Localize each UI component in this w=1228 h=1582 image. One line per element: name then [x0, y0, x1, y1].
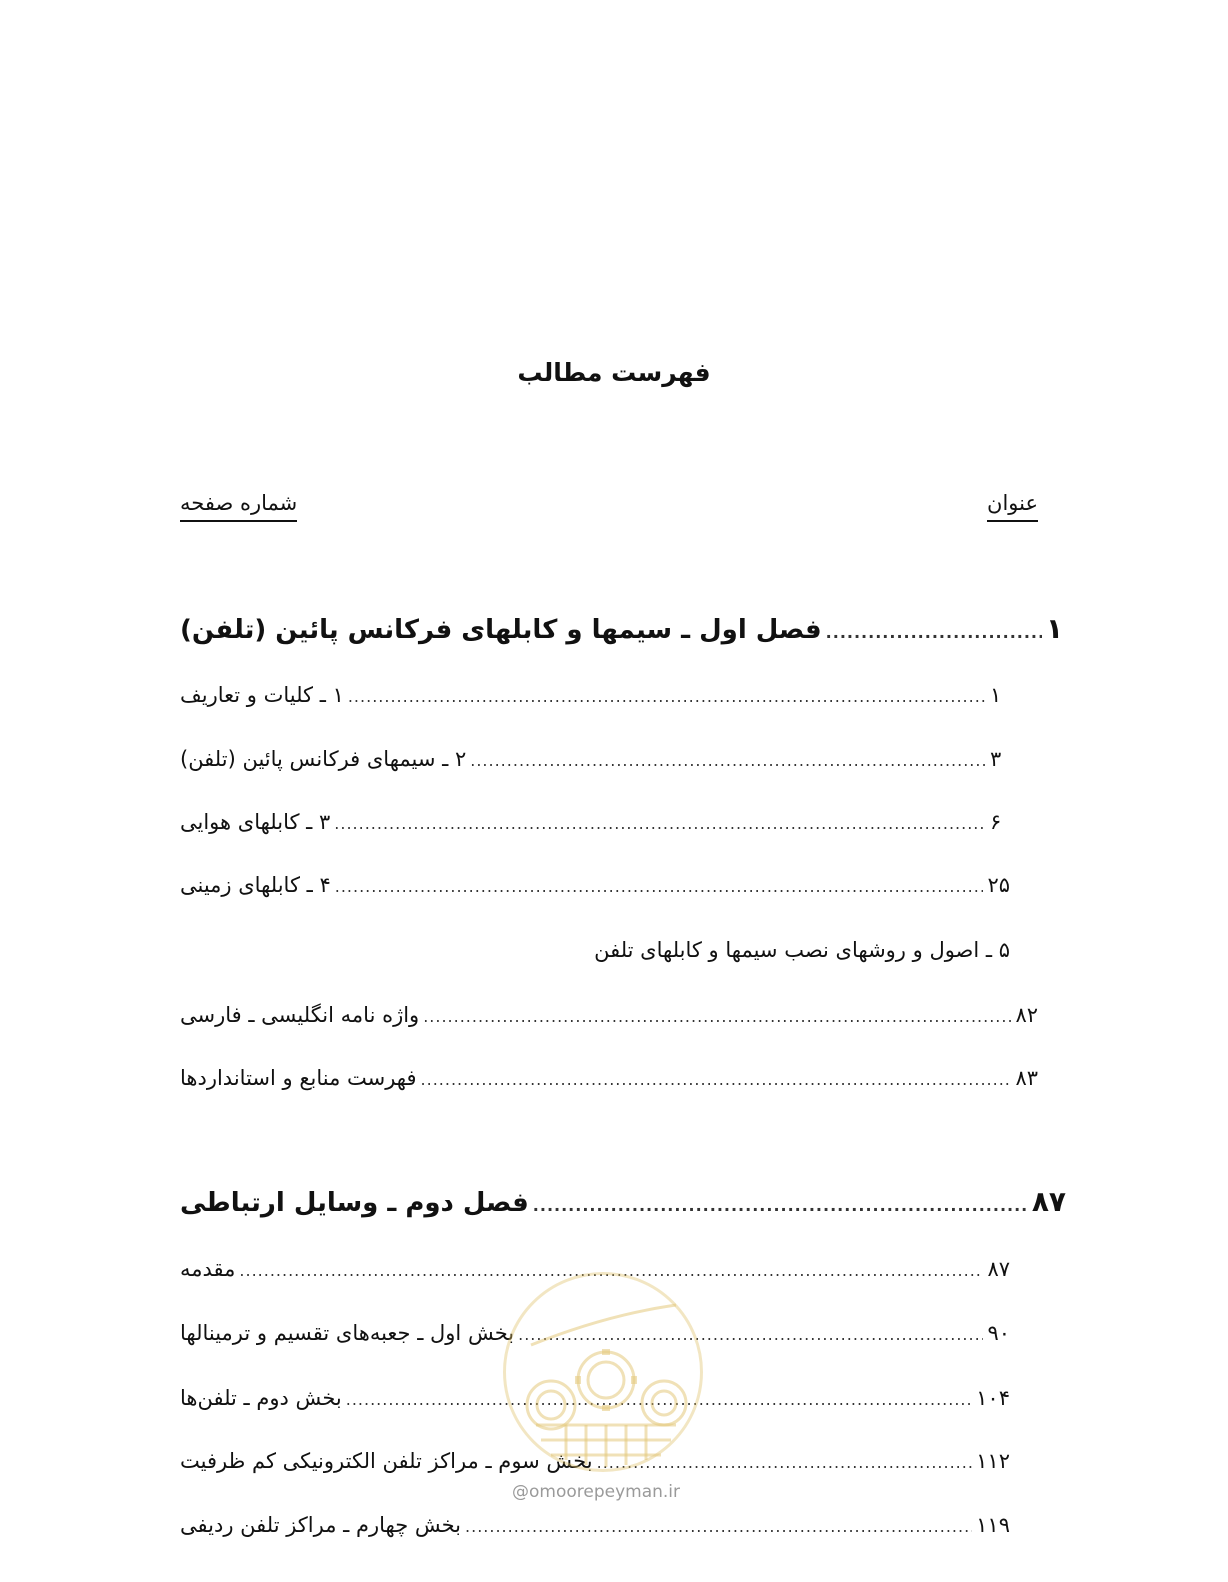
dot-leader [826, 616, 1042, 650]
toc-page-number: ۱ [990, 683, 1002, 707]
toc-item-title: ۲ ـ سیمهای فرکانس پائین (تلفن) [180, 747, 467, 771]
toc-item[interactable] [180, 868, 1010, 904]
column-header-title: عنوان [987, 488, 1038, 522]
dot-leader [421, 1063, 1012, 1097]
gear-logo-icon [506, 1275, 706, 1475]
toc-item[interactable] [180, 742, 1010, 778]
dot-leader [348, 680, 986, 714]
toc-item-title: بخش اول ـ جعبه‌های تقسیم و ترمینالها [180, 1321, 515, 1345]
toc-item-title: فهرست منابع و استانداردها [180, 1066, 417, 1090]
dot-leader [423, 1000, 1011, 1034]
toc-item-title: بخش سوم ـ مراکز تلفن الکترونیکی کم ظرفیت [180, 1449, 593, 1473]
dot-leader [335, 870, 984, 904]
toc-item-title: ۱ ـ کلیات و تعاریف [180, 683, 344, 707]
toc-page-number: ۱۱۲ [976, 1449, 1010, 1473]
toc-item[interactable] [594, 933, 1010, 967]
toc-page-number: ۸۳ [1015, 1066, 1038, 1090]
toc-page-number: ۸۲ [1015, 1003, 1038, 1027]
toc-item-title: بخش دوم ـ تلفن‌ها [180, 1386, 342, 1410]
toc-page-number: ۱۱۹ [976, 1513, 1010, 1537]
toc-item-title: ۳ ـ کابلهای هوایی [180, 810, 331, 834]
toc-item-title: ۵ ـ اصول و روشهای نصب سیمها و کابلهای تلفن [594, 938, 1010, 962]
toc-chapter-title: فصل دوم ـ وسایل ارتباطی [180, 1188, 529, 1218]
dot-leader [533, 1189, 1028, 1223]
toc-item-glossary[interactable] [180, 998, 1038, 1034]
toc-page-number: ۹۰ [987, 1321, 1010, 1345]
toc-page-number: ۱ [1046, 612, 1064, 645]
toc-page-number: ۸۷ [1031, 1185, 1066, 1218]
toc-item-title: ۴ ـ کابلهای زمینی [180, 873, 331, 897]
toc-item-title: بخش چهارم ـ مراکز تلفن ردیفی [180, 1513, 462, 1537]
dot-leader [470, 744, 986, 778]
dot-leader [334, 807, 986, 841]
toc-item[interactable] [180, 805, 1010, 841]
toc-chapter-2[interactable] [180, 1185, 1066, 1223]
toc-item-references[interactable] [180, 1061, 1038, 1097]
toc-page-number: ۱۰۴ [976, 1386, 1010, 1410]
toc-page-number: ۳ [990, 747, 1002, 771]
toc-page-number: ۲۵ [987, 873, 1010, 897]
toc-page-number: ۸۷ [987, 1257, 1010, 1281]
dot-leader [465, 1510, 972, 1544]
toc-chapter-1[interactable] [180, 612, 1066, 650]
watermark-url: @omoorepeyman.ir [512, 1482, 681, 1502]
watermark-logo [503, 1272, 703, 1472]
toc-page-number: ۶ [990, 810, 1002, 834]
toc-item[interactable] [180, 1508, 1010, 1544]
page-title: فهرست مطالب [517, 358, 711, 387]
toc-item-title: مقدمه [180, 1257, 236, 1281]
toc-item-title: واژه نامه انگلیسی ـ فارسی [180, 1003, 420, 1027]
toc-item[interactable] [180, 678, 1010, 714]
column-header-page-number: شماره صفحه [180, 488, 297, 522]
toc-chapter-title: فصل اول ـ سیمها و کابلهای فرکانس پائین (تلفن) [180, 615, 822, 645]
